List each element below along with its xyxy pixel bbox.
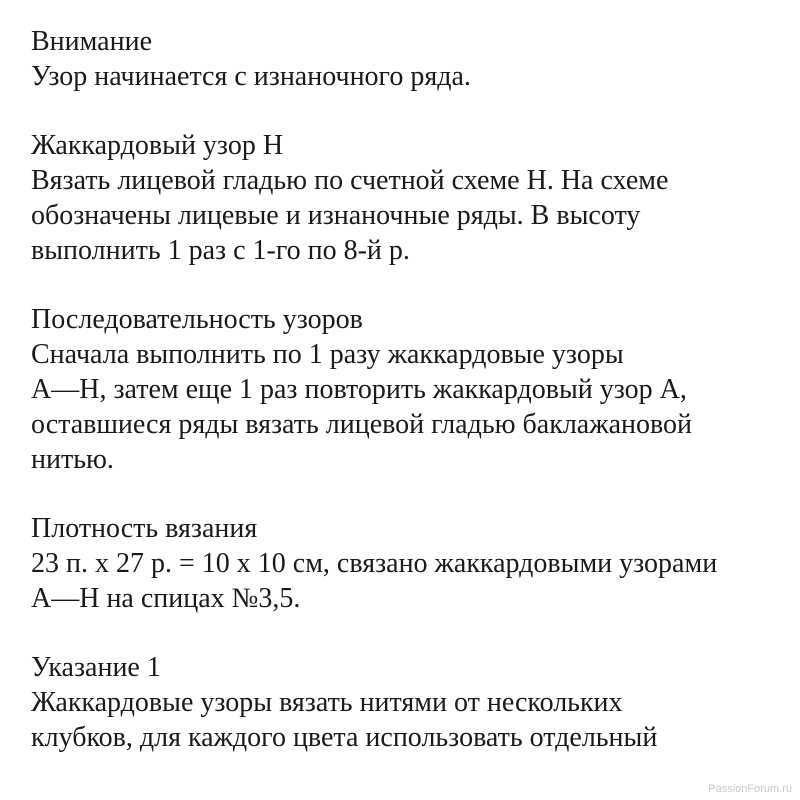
section-body: Сначала выполнить по 1 разу жаккардовые узоры А—Н, затем еще 1 раз повторить жаккардовый узор А, оставшиеся ряды вязать лицевой гладью баклажановой нитью. — [31, 339, 692, 475]
section-title: Жаккардовый узор Н — [31, 130, 284, 161]
section-body: 23 п. х 27 р. = 10 х 10 см, связано жаккардовыми узорами А—Н на спицах №3,5. — [31, 548, 718, 614]
section-pattern-sequence — [31, 302, 800, 477]
section-title: Указание 1 — [31, 652, 161, 683]
section-attention — [31, 24, 800, 94]
section-body: Узор начинается с изнаночного ряда. — [31, 61, 471, 92]
section-body: Вязать лицевой гладью по счетной схеме Н. На схеме обозначены лицевые и изнаночные ряды. В высоту выполнить 1 раз с 1-го по 8-й р. — [31, 165, 669, 266]
section-jacquard-pattern-h — [31, 128, 800, 268]
section-title: Плотность вязания — [31, 513, 258, 544]
section-note-1 — [31, 650, 800, 755]
watermark: PassionForum.ru — [708, 783, 792, 795]
section-title: Внимание — [31, 26, 152, 57]
section-title: Последовательность узоров — [31, 304, 363, 335]
section-body: Жаккардовые узоры вязать нитями от нескольких клубков, для каждого цвета использовать отдельный — [31, 687, 658, 753]
section-knitting-density — [31, 511, 800, 616]
